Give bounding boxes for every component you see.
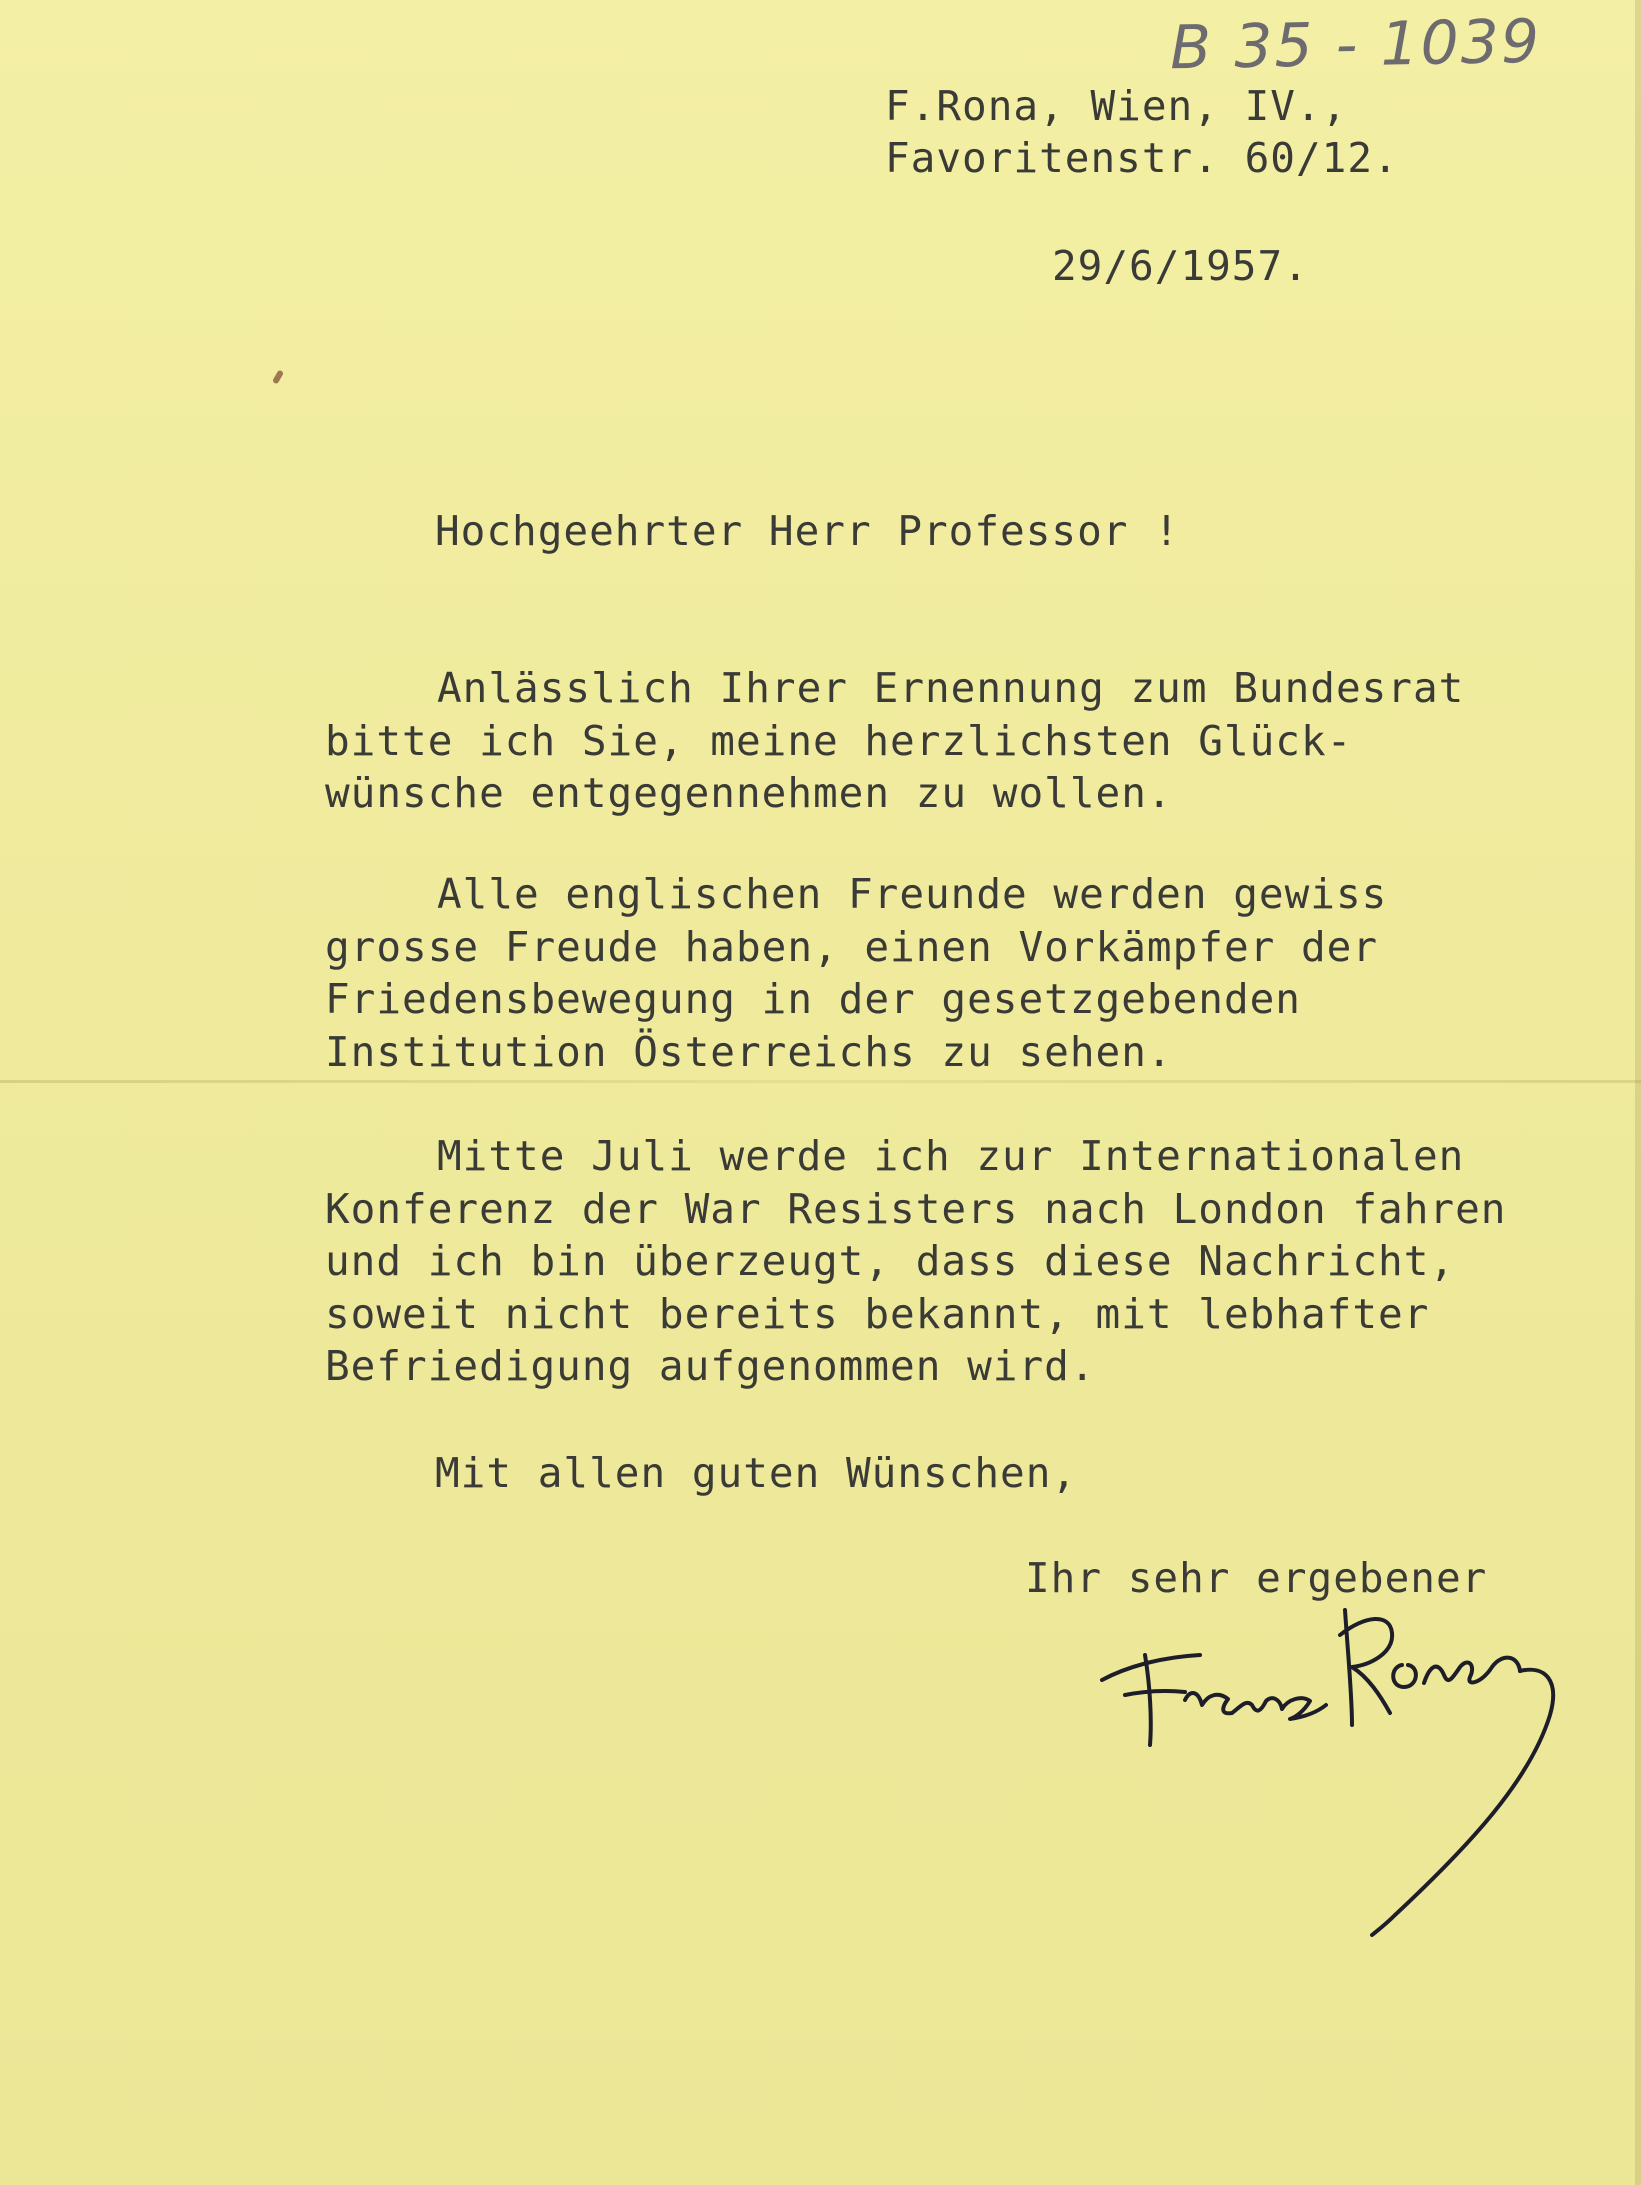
paragraph-line: grosse Freude haben, einen Vorkämpfer der <box>325 922 1379 971</box>
paper-edge <box>1635 0 1641 2185</box>
paragraph-3 <box>325 1130 1506 1393</box>
paragraph-line: Befriedigung aufgenommen wird. <box>325 1342 1096 1390</box>
paragraph-line: und ich bin überzeugt, dass diese Nachricht, <box>325 1237 1456 1285</box>
ink-speck <box>272 369 284 384</box>
sender-address-line-1: F.Rona, Wien, IV., <box>885 82 1348 130</box>
handwritten-signature <box>1090 1595 1590 1950</box>
paragraph-line: Konferenz der War Resisters nach London fahren <box>325 1184 1507 1233</box>
paragraph-line: wünsche entgegennehmen zu wollen. <box>325 769 1173 817</box>
paragraph-2 <box>325 868 1387 1078</box>
paragraph-1 <box>325 662 1464 820</box>
paragraph-line: Mitte Juli werde ich zur Internationalen <box>437 1132 1465 1180</box>
archive-number: B 35 - 1039 <box>1169 6 1542 84</box>
closing-line: Mit allen guten Wünschen, <box>435 1449 1078 1497</box>
paragraph-line: Anlässlich Ihrer Ernennung zum Bundesrat <box>437 664 1465 712</box>
paragraph-line: Friedensbewegung in der gesetzgebenden <box>325 975 1301 1023</box>
salutation: Hochgeehrter Herr Professor ! <box>435 507 1180 555</box>
paragraph-line: Alle englischen Freunde werden gewiss <box>437 870 1388 918</box>
paragraph-line: Institution Österreichs zu sehen. <box>325 1027 1173 1076</box>
sender-address-line-2: Favoritenstr. 60/12. <box>885 134 1399 182</box>
paragraph-line: bitte ich Sie, meine herzlichsten Glück- <box>325 716 1353 765</box>
paragraph-line: soweit nicht bereits bekannt, mit lebhafter <box>325 1289 1430 1338</box>
paper-fold-line <box>0 1080 1641 1083</box>
regards-line: Ihr sehr ergebener <box>1025 1554 1488 1602</box>
letter-date: 29/6/1957. <box>1052 242 1309 290</box>
